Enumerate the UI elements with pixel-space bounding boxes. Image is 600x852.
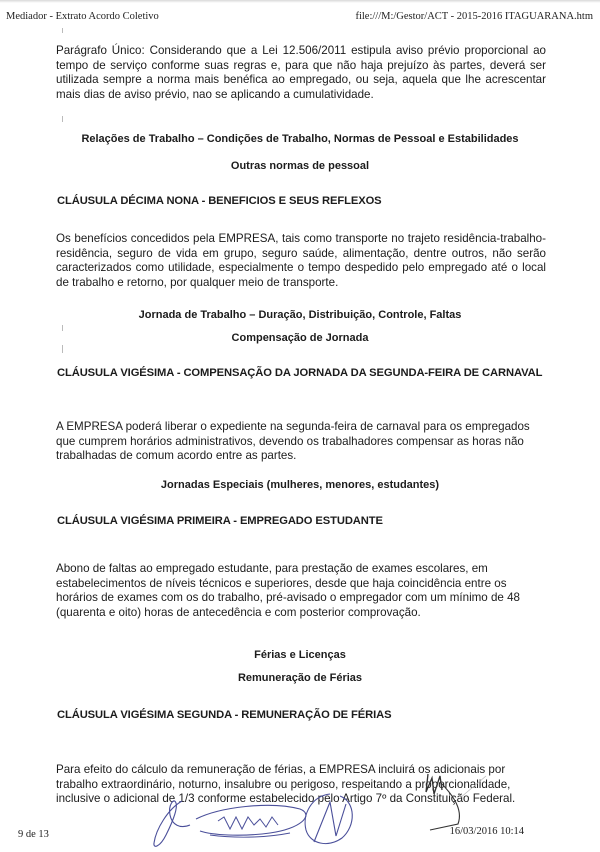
signature-formula-icon	[300, 790, 360, 852]
clause-22-title: CLÁUSULA VIGÉSIMA SEGUNDA - REMUNERAÇÃO DE FÉRIAS	[57, 709, 392, 721]
print-datetime: 16/03/2016 10:14	[449, 826, 524, 837]
scan-speck	[62, 116, 63, 122]
clause-20-text: A EMPRESA poderá liberar o expediente na segunda-feira de carnaval para os empregados que cumprem horários administrativos, devendo os trabalhadores compensar as horas não trabalhadas de comum acordo entre as partes.	[56, 420, 530, 463]
paragrafo-unico: Parágrafo Único: Considerando que a Lei 12.506/2011 estipula aviso prévio proporcional ao tempo de serviço conforme suas regras e, para que não haja prejuízo às partes, deverá ser utilizada sempre a norma mais benéfica ao empregado, ou seja, aquela que lhe acrescentar mais dias de aviso prévio, nao se aplicando a cumulatividade.	[56, 44, 546, 101]
header-title: Mediador - Extrato Acordo Coletivo	[6, 11, 159, 22]
clause-20-title: CLÁUSULA VIGÉSIMA - COMPENSAÇÃO DA JORNADA DA SEGUNDA-FEIRA DE CARNAVAL	[57, 367, 543, 379]
scan-speck	[62, 345, 63, 353]
clause-21-title: CLÁUSULA VIGÉSIMA PRIMEIRA - EMPREGADO ESTUDANTE	[57, 515, 383, 527]
clause-19-text: Os benefícios concedidos pela EMPRESA, tais como transporte no trajeto residência-trabalho-residência, seguro de vida em grupo, seguro saúde, alimentação, dentre outros, não serão caracterizados como utilidade, especialmente o tempo despedido pelo empregado até o local de trabalho e retorno, por qualquer meio de transporte.	[56, 232, 546, 289]
heading-jornada-de-trabalho: Jornada de Trabalho – Duração, Distribuição, Controle, Faltas	[138, 309, 462, 321]
subheading-remuneracao-de-ferias: Remuneração de Férias	[237, 672, 363, 684]
subheading-compensacao-de-jornada: Compensação de Jornada	[231, 332, 369, 344]
subheading-outras-normas: Outras normas de pessoal	[230, 160, 370, 172]
scan-edge	[0, 0, 600, 3]
scan-speck	[62, 28, 63, 33]
clause-21-text: Abono de faltas ao empregado estudante, para prestação de exames escolares, em estabelecimentos de níveis técnicos e superiores, desde que haja coincidência entre os horários de exames com os do trabalho, pré-avisado o empregador com um mínimo de 48 (quarenta e oito) horas de antecedência e com posterior comprovação.	[56, 562, 520, 619]
heading-ferias-e-licencas: Férias e Licenças	[254, 649, 346, 661]
heading-relacoes-de-trabalho: Relações de Trabalho – Condições de Trabalho, Normas de Pessoal e Estabilidades	[81, 133, 519, 145]
page-number: 9 de 13	[18, 829, 49, 840]
clause-19-title: CLÁUSULA DÉCIMA NONA - BENEFICIOS E SEUS REFLEXOS	[57, 195, 382, 207]
clause-22-text: Para efeito do cálculo da remuneração de férias, a EMPRESA incluirá os adicionais por trabalho extraordinário, noturno, insalubre ou perigoso, respeitando a proporcionalidade, inclusive o adicional de 1/3 conforme estabelecido pelo Artigo 7º da Constituição Federal.	[56, 763, 516, 806]
scan-speck	[62, 325, 63, 331]
subheading-jornadas-especiais: Jornadas Especiais (mulheres, menores, estudantes)	[160, 479, 440, 491]
header-file-path: file:///M:/Gestor/ACT - 2015-2016 ITAGUARANA.htm	[355, 11, 593, 22]
signature-initials-left-icon	[150, 795, 320, 852]
